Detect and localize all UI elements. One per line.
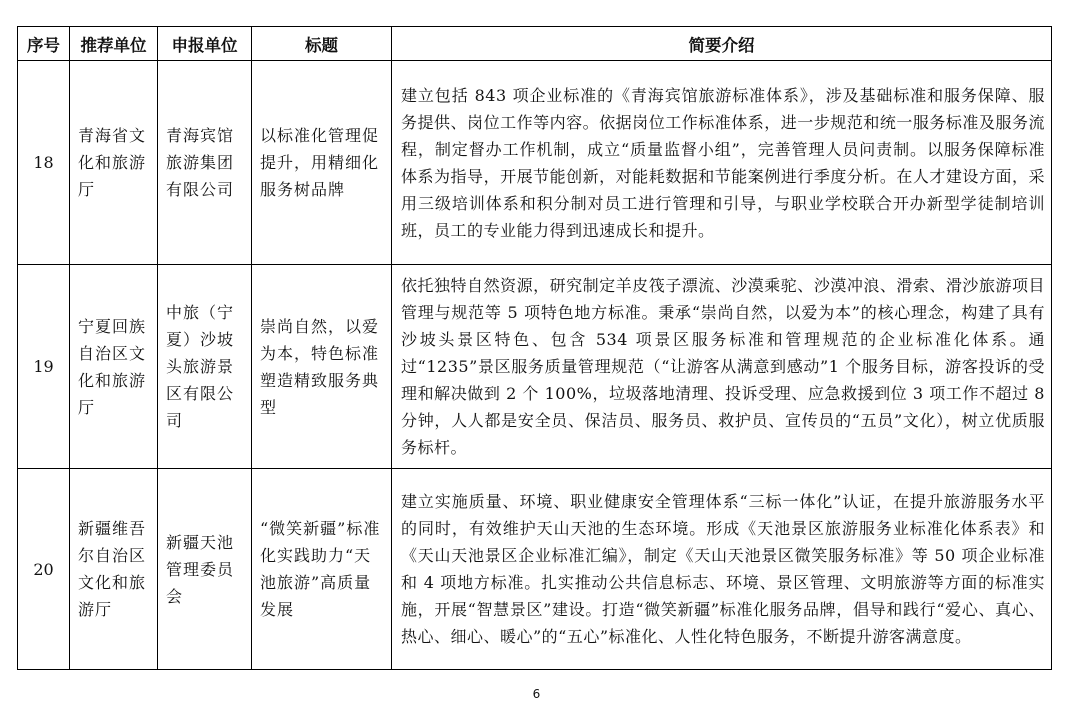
header-applicant: 申报单位 (158, 27, 252, 61)
table-row (18, 265, 1052, 469)
row-no: 20 (18, 469, 70, 670)
row-applicant: 新疆天池管理委员会 (158, 469, 252, 670)
recommendation-table (17, 26, 1052, 670)
table-row (18, 61, 1052, 265)
header-no: 序号 (18, 27, 70, 61)
row-recommender: 青海省文化和旅游厅 (70, 61, 158, 265)
page-number: 6 (532, 687, 541, 701)
row-recommender: 宁夏回族自治区文化和旅游厅 (70, 265, 158, 469)
row-applicant: 中旅（宁夏）沙坡头旅游景区有限公司 (158, 265, 252, 469)
row-no: 19 (18, 265, 70, 469)
row-title: “微笑新疆”标准化实践助力“天池旅游”高质量发展 (252, 469, 392, 670)
row-applicant: 青海宾馆旅游集团有限公司 (158, 61, 252, 265)
row-title: 崇尚自然，以爱为本，特色标准塑造精致服务典型 (252, 265, 392, 469)
header-title: 标题 (252, 27, 392, 61)
row-recommender: 新疆维吾尔自治区文化和旅游厅 (70, 469, 158, 670)
table-header-row (18, 27, 1052, 61)
table-row (18, 469, 1052, 670)
row-title: 以标准化管理促提升，用精细化服务树品牌 (252, 61, 392, 265)
header-intro: 简要介绍 (392, 27, 1052, 61)
header-recommender: 推荐单位 (70, 27, 158, 61)
row-intro: 依托独特自然资源，研究制定羊皮筏子漂流、沙漠乘驼、沙漠冲浪、滑索、滑沙旅游项目管理与规范等 5 项特色地方标准。秉承“崇尚自然，以爱为本”的核心理念，构建了具有沙坡头景区特色、包含 534 项景区服务标准和管理规范的企业标准化体系。通过“1235”景区服务质量管理规范（“让游客从满意到感动”1 个服务目标，游客投诉的受理和解决做到 2 个 100%，垃圾落地清理、投诉受理、应急救援到位 3 项工作不超过 8 分钟，人人都是安全员、保洁员、服务员、救护员、宣传员的“五员”文化），树立优质服务标杆。 (392, 265, 1052, 469)
row-intro: 建立实施质量、环境、职业健康安全管理体系“三标一体化”认证，在提升旅游服务水平的同时，有效维护天山天池的生态环境。形成《天池景区旅游服务业标准化体系表》和《天山天池景区企业标准汇编》，制定《天山天池景区微笑服务标准》等 50 项企业标准和 4 项地方标准。扎实推动公共信息标志、环境、景区管理、文明旅游等方面的标准实施，开展“智慧景区”建设。打造“微笑新疆”标准化服务品牌，倡导和践行“爱心、真心、热心、细心、暖心”的“五心”标准化、人性化特色服务，不断提升游客满意度。 (392, 469, 1052, 670)
row-intro: 建立包括 843 项企业标准的《青海宾馆旅游标准体系》，涉及基础标准和服务保障、服务提供、岗位工作等内容。依据岗位工作标准体系，进一步规范和统一服务标准及服务流程，制定督办工作机制，成立“质量监督小组”，完善管理人员问责制。以服务保障标准体系为指导，开展节能创新，对能耗数据和节能案例进行季度分析。在人才建设方面，采用三级培训体系和积分制对员工进行管理和引导，与职业学校联合开办新型学徒制培训班，员工的专业能力得到迅速成长和提升。 (392, 61, 1052, 265)
row-no: 18 (18, 61, 70, 265)
